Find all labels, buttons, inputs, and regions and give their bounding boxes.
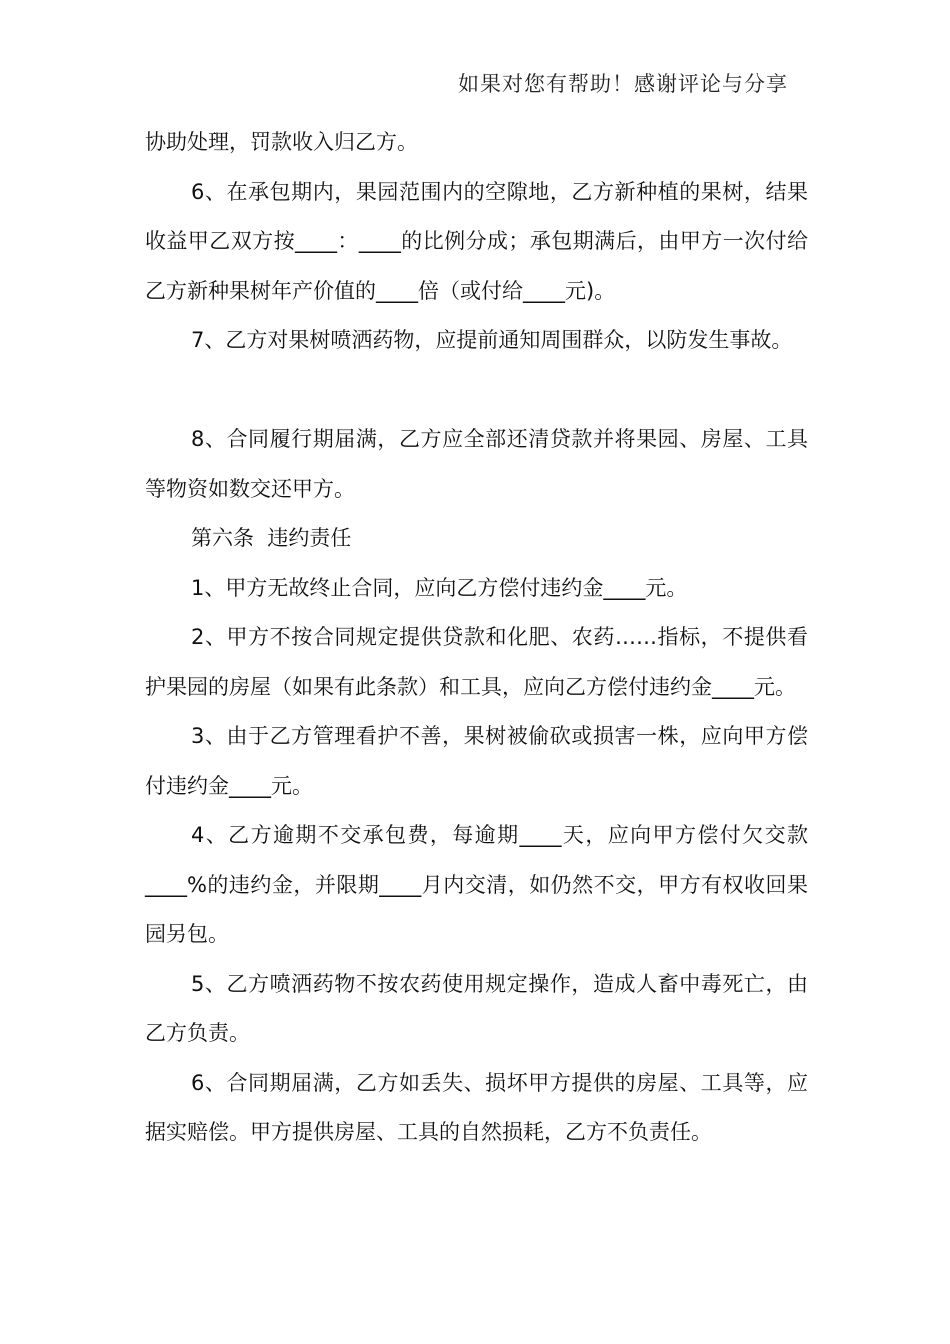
paragraph-item-7: 7、乙方对果树喷洒药物，应提前通知周围群众，以防发生事故。 — [191, 328, 793, 352]
header-note: 如果对您有帮助！感谢评论与分享 — [458, 72, 788, 96]
document-body — [145, 118, 808, 1158]
paragraph-item-6: 6、在承包期内，果园范围内的空隙地，乙方新种植的果树，结果收益甲乙双方按____：____的比例分成；承包期满后，由甲方一次付给乙方新种果树年产价值的____倍（或付给____元)。 — [145, 179, 808, 303]
paragraph-liability-5: 5、乙方喷洒药物不按农药使用规定操作，造成人畜中毒死亡，由乙方负责。 — [145, 971, 808, 1045]
paragraph-liability-6: 6、合同期届满，乙方如丢失、损坏甲方提供的房屋、工具等，应据实赔偿。甲方提供房屋、工具的自然损耗，乙方不负责任。 — [145, 1070, 808, 1144]
section-heading-article-6: 第六条 违约责任 — [191, 526, 352, 550]
paragraph-liability-2: 2、甲方不按合同规定提供贷款和化肥、农药……指标，不提供看护果园的房屋（如果有此条款）和工具，应向乙方偿付违约金____元。 — [145, 625, 808, 699]
paragraph-liability-3: 3、由于乙方管理看护不善，果树被偷砍或损害一株，应向甲方偿付违约金____元。 — [145, 724, 808, 798]
paragraph-item-8: 8、合同履行期届满，乙方应全部还清贷款并将果园、房屋、工具等物资如数交还甲方。 — [145, 427, 808, 501]
paragraph-liability-4: 4、乙方逾期不交承包费，每逾期____天，应向甲方偿付欠交款____%的违约金，并限期____月内交清，如仍然不交，甲方有权收回果园另包。 — [145, 823, 808, 946]
paragraph-continuation: 协助处理，罚款收入归乙方。 — [145, 130, 418, 154]
paragraph-liability-1: 1、甲方无故终止合同，应向乙方偿付违约金____元。 — [191, 575, 688, 600]
